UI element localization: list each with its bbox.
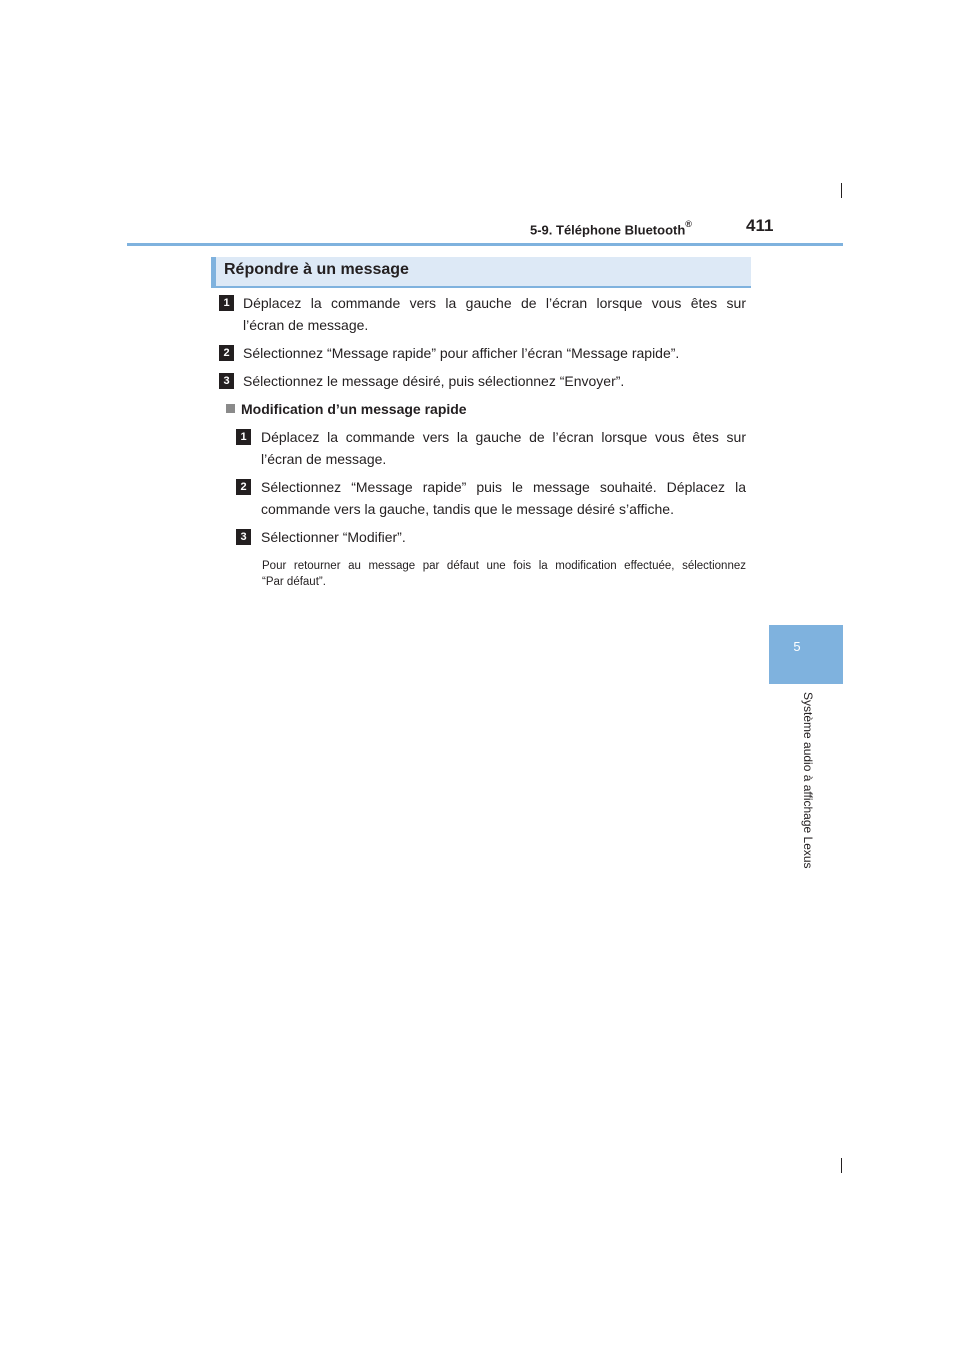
sub-step-text-2-line2: commande vers la gauche, tandis que le message désiré s’affiche. <box>261 501 674 517</box>
header-rule <box>127 243 843 246</box>
step-text-1-line1: Déplacez la commande vers la gauche de l’écran lorsque vous êtes sur <box>243 295 746 311</box>
subsection-title: Modification d’un message rapide <box>241 401 467 417</box>
registered-mark: ® <box>685 219 692 229</box>
sub-step-text-3: Sélectionner “Modifier”. <box>261 529 406 545</box>
chapter-number: 5 <box>793 639 801 654</box>
step-badge-2: 2 <box>219 345 234 361</box>
sub-step-text-1-line1: Déplacez la commande vers la gauche de l’écran lorsque vous êtes sur <box>261 429 746 445</box>
subsection-heading <box>226 401 467 417</box>
step-badge-3: 3 <box>219 373 234 389</box>
step-badge-1: 1 <box>219 295 234 311</box>
chapter-label: Système audio à affichage Lexus <box>801 692 815 869</box>
step-text-2: Sélectionnez “Message rapide” pour afficher l’écran “Message rapide”. <box>243 345 680 361</box>
section-title: Répondre à un message <box>224 261 409 278</box>
sub-step-text-2 <box>261 476 746 520</box>
square-bullet-icon <box>226 404 235 413</box>
crop-mark-top <box>841 183 842 198</box>
sub-step-badge-1: 1 <box>236 429 251 445</box>
section-accent <box>211 257 216 286</box>
sub-step-text-2-line1: Sélectionnez “Message rapide” puis le message souhaité. Déplacez la <box>261 479 746 495</box>
running-title <box>530 221 692 237</box>
sub-step-badge-3: 3 <box>236 529 251 545</box>
step-text-3: Sélectionnez le message désiré, puis sélectionnez “Envoyer”. <box>243 373 625 389</box>
sub-step-badge-2: 2 <box>236 479 251 495</box>
note <box>262 558 746 590</box>
section-header <box>211 257 751 288</box>
note-line2: “Par défaut”. <box>262 576 326 588</box>
sub-step-text-1-line2: l’écran de message. <box>261 451 387 467</box>
running-title-text: 5-9. Téléphone Bluetooth <box>530 222 686 238</box>
step-text-1-line2: l’écran de message. <box>243 317 369 333</box>
page-number: 411 <box>746 216 774 235</box>
sub-step-text-1 <box>261 426 746 470</box>
note-line1: Pour retourner au message par défaut une fois la modification effectuée, sélectionnez <box>262 560 746 572</box>
step-text-1 <box>243 292 746 336</box>
crop-mark-bottom <box>841 1158 842 1173</box>
chapter-tab <box>769 625 843 684</box>
